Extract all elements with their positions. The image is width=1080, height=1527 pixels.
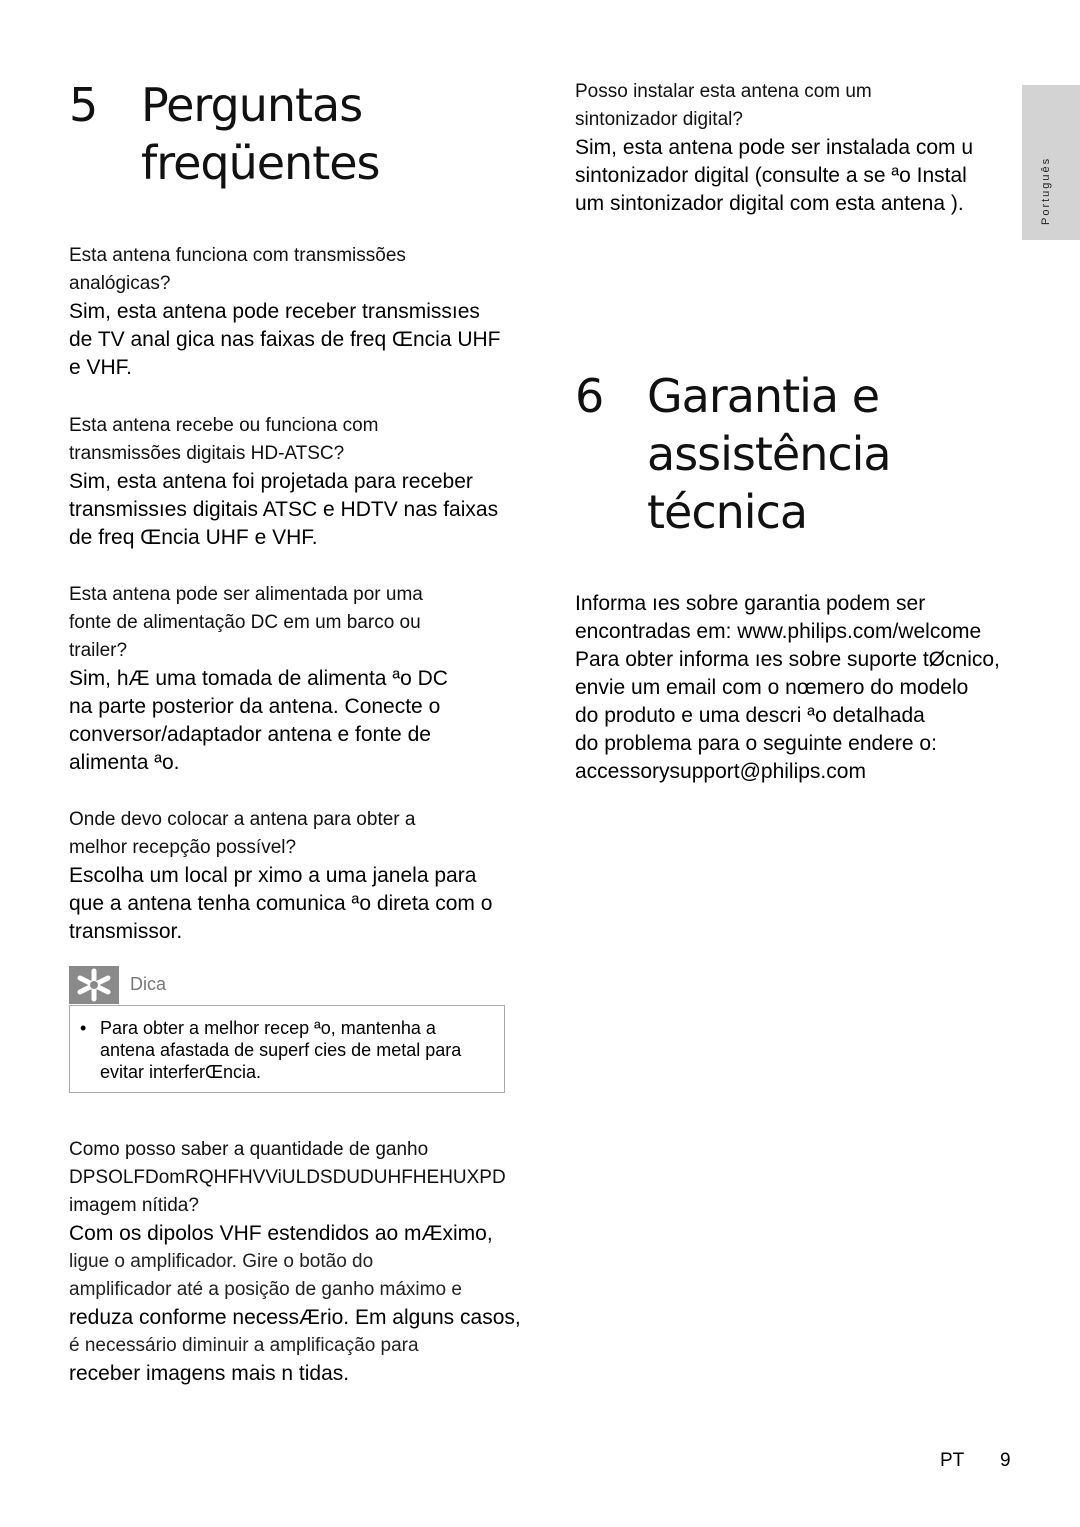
- text-line: Sim, esta antena foi projetada para receber: [69, 470, 473, 493]
- language-label: Português: [1040, 156, 1052, 225]
- footer-language: PT: [940, 1450, 965, 1471]
- text-line: amplificador até a posição de ganho máximo e: [69, 1279, 462, 1300]
- text-line: envie um email com o nœmero do modelo: [575, 676, 969, 699]
- text-line: que a antena tenha comunica ªo direta com o: [69, 892, 493, 915]
- text-line: transmissıes digitais ATSC e HDTV nas faixas: [69, 498, 499, 521]
- faq-question: [69, 412, 378, 468]
- text-line: analógicas?: [69, 273, 171, 294]
- text-line: sintonizador digital?: [575, 109, 743, 130]
- text-line: receber imagens mais n tidas.: [69, 1362, 350, 1385]
- text-line: do problema para o seguinte endere o:: [575, 732, 937, 755]
- tip-label: Dica: [130, 974, 167, 994]
- text-line: Sim, esta antena pode ser instalada com u: [575, 136, 974, 159]
- text-line: accessorysupport@philips.com: [575, 760, 866, 783]
- text-line: fonte de alimentação DC em um barco ou: [69, 612, 421, 633]
- text-line: Informa ıes sobre garantia podem ser: [575, 592, 926, 615]
- section-title-line: técnica: [647, 485, 808, 539]
- text-line: de TV anal gica nas faixas de freq Œncia UHF: [69, 328, 501, 351]
- text-line: Esta antena pode ser alimentada por uma: [69, 584, 423, 605]
- text-line: Com os dipolos VHF estendidos ao mÆximo,: [69, 1222, 493, 1245]
- faq-question: [69, 806, 415, 862]
- faq-question: [575, 78, 872, 134]
- text-line: Sim, esta antena pode receber transmissıes: [69, 300, 480, 323]
- faq-answer: [575, 134, 1022, 218]
- warranty-text: [575, 590, 1000, 786]
- text-line: Esta antena funciona com transmissões: [69, 245, 406, 266]
- text-line: Esta antena recebe ou funciona com: [69, 415, 379, 436]
- section-title-line: freqüentes: [141, 136, 380, 190]
- faq-question: [69, 1136, 506, 1220]
- text-line: sintonizador digital (consulte a se ªo Instal: [575, 164, 967, 187]
- text-line: Como posso saber a quantidade de ganho: [69, 1139, 429, 1160]
- text-line: evitar interferŒncia.: [100, 1062, 262, 1082]
- text-line: Sim, hÆ uma tomada de alimenta ªo DC: [69, 667, 448, 690]
- text-line: um sintonizador digital com esta antena ).: [575, 192, 964, 215]
- faq-answer: [69, 468, 498, 552]
- text-line: é necessário diminuir a amplificação para: [69, 1335, 419, 1356]
- text-line: encontradas em: www.philips.com/welcome: [575, 620, 982, 643]
- text-line: ligue o amplificador. Gire o botão do: [69, 1251, 374, 1272]
- asterisk-tip-icon: [69, 966, 119, 1004]
- text-line: do produto e uma descri ªo detalhada: [575, 704, 925, 727]
- text-line: de freq Œncia UHF e VHF.: [69, 526, 318, 549]
- text-line: transmissões digitais HD-ATSC?: [69, 443, 345, 464]
- text-line: Para obter informa ıes sobre suporte tØcnico,: [575, 648, 1000, 671]
- text-line: conversor/adaptador antena e fonte de: [69, 723, 431, 746]
- text-line: Escolha um local pr ximo a uma janela para: [69, 864, 477, 887]
- faq-question: [69, 581, 423, 665]
- section-title-line: assistência: [647, 427, 891, 481]
- language-side-tab: [1022, 85, 1080, 240]
- text-line: Posso instalar esta antena com um: [575, 81, 872, 102]
- section-title-line: Garantia e: [647, 369, 880, 423]
- text-line: alimenta ªo.: [69, 751, 180, 774]
- text-line: DPSOLFDomRQHFHVViULDSDUDUHFHEHUXPD: [69, 1167, 506, 1188]
- section-number: 5: [69, 78, 98, 132]
- text-line: antena afastada de superf cies de metal para: [100, 1040, 462, 1060]
- section-title-line: Perguntas: [141, 78, 363, 132]
- text-line: e VHF.: [69, 356, 133, 379]
- tip-icon-box: [69, 966, 119, 1004]
- page-number: 9: [1000, 1450, 1011, 1471]
- tip-text: [100, 1017, 461, 1083]
- text-line: Onde devo colocar a antena para obter a: [69, 809, 416, 830]
- section-number: 6: [575, 369, 604, 423]
- bullet: •: [80, 1018, 87, 1038]
- text-line: trailer?: [69, 640, 128, 661]
- text-line: Para obter a melhor recep ªo, mantenha a: [100, 1018, 436, 1038]
- faq-question: [69, 242, 406, 298]
- faq-answer: [69, 1220, 521, 1388]
- faq-answer: [69, 665, 448, 777]
- text-line: na parte posterior da antena. Conecte o: [69, 695, 441, 718]
- text-line: melhor recepção possível?: [69, 837, 297, 858]
- faq-answer: [69, 298, 501, 382]
- faq-answer: [69, 862, 492, 946]
- text-line: transmissor.: [69, 920, 183, 943]
- text-line: reduza conforme necessÆrio. Em alguns casos,: [69, 1306, 521, 1329]
- text-line: imagem nítida?: [69, 1195, 199, 1216]
